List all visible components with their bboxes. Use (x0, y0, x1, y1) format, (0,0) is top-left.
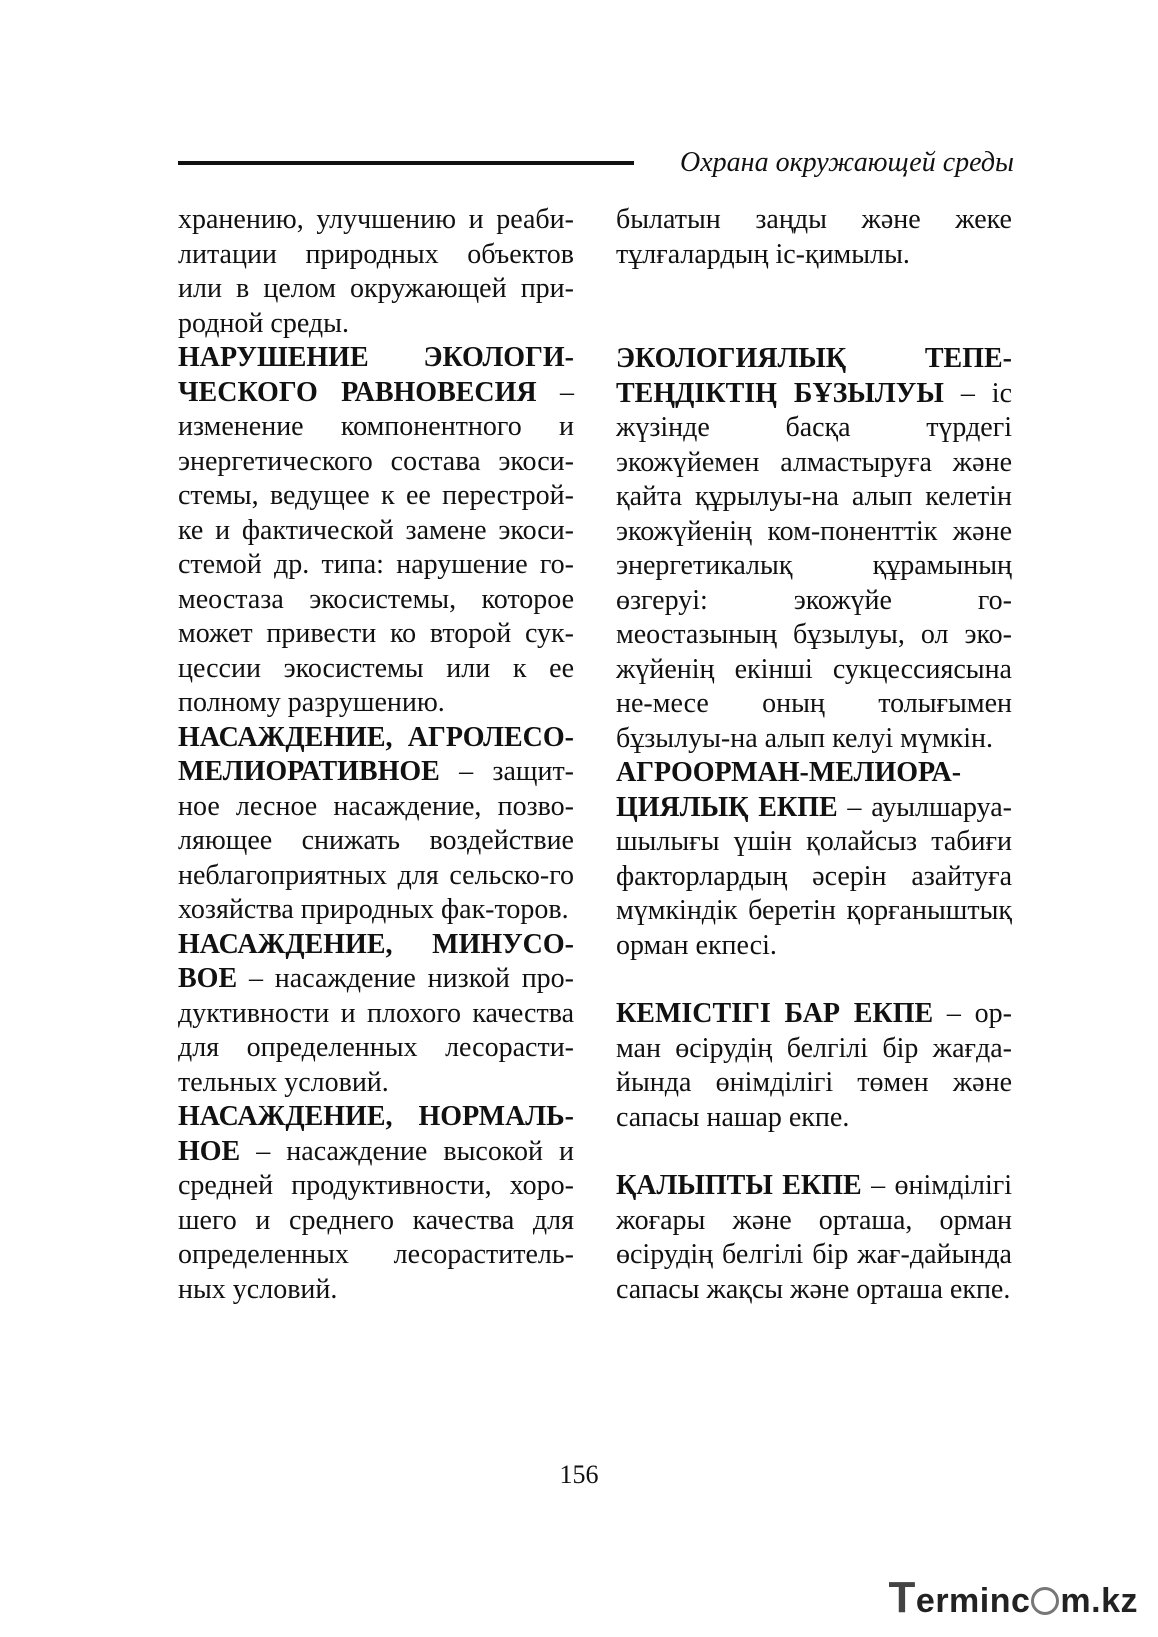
entry-text: – насаждение низкой про-дуктивности и плохого качества для определенных лесорасти-тельных условий. (178, 963, 574, 1098)
entry-text: – іс жүзінде басқа түрдегі экожүйемен алмастыруға және қайта құрылуы-на алып келетін экожүйенің ком-поненттік және энергетикалық құрамының өзгеруі: экожүйе го-меостазының бұзылуы, ол эко-жүйенің екінші сукцессиясына не-месе оның толығымен бұзылуы-на алып келуі мүмкін. (616, 377, 1012, 754)
entry-text: – защит-ное лесное насаждение, позво-ляющее снижать воздействие неблагоприятных для сельско-го хозяйства природных фак-торов. (178, 756, 574, 925)
entry-ecological-imbalance-kz (616, 342, 1012, 756)
entry-term: АГРООРМАН-МЕЛИОРА-ЦИЯЛЫҚ ЕКПЕ (616, 757, 962, 823)
entry-minus-planting-kz (616, 997, 1012, 1135)
page-number: 156 (559, 1460, 599, 1489)
entry-agroforestry-planting-kz (616, 756, 1012, 963)
watermark-text: m.kz (1060, 1582, 1138, 1620)
watermark-letter: T (888, 1573, 916, 1622)
entry-text: былатын заңды және жеке тұлғалардың іс-қимылы. (616, 204, 1012, 270)
entry-text: – ор-ман өсірудің белгілі бір жағда-йында өнімділігі төмен және сапасы нашар екпе. (616, 998, 1012, 1133)
entry-term: НАСАЖДЕНИЕ, АГРОЛЕСО-МЕЛИОРАТИВНОЕ (178, 721, 574, 787)
entry-minus-planting (178, 928, 574, 1101)
header-rule (178, 161, 634, 165)
entry-text: – ауылшаруа-шылығы үшін қолайсыз табиғи факторлардың әсерін азайтуға мүмкіндік беретін қорғаныштық орман екпесі. (616, 791, 1013, 961)
magnifier-icon (1031, 1587, 1059, 1615)
entry-ecological-imbalance (178, 341, 574, 721)
entry-term: НАСАЖДЕНИЕ, НОРМАЛЬ-НОЕ (178, 1101, 574, 1167)
entry-normal-planting (178, 1100, 574, 1307)
running-header-title: Охрана окружающей среды (680, 147, 1014, 178)
watermark-text: erminc (915, 1582, 1031, 1620)
right-column (616, 203, 1012, 1307)
entry-text: – насаждение высокой и средней продуктивности, хоро-шего и среднего качества для определенных лесораститель-ных условий. (178, 1135, 574, 1305)
termincom-watermark-logo (889, 1573, 1138, 1623)
entry-term: ЭКОЛОГИЯЛЫҚ ТЕПЕ-ТЕҢДІКТІҢ БҰЗЫЛУЫ (616, 343, 1012, 409)
left-column (178, 203, 574, 1307)
entry-text: – өнімділігі жоғары және орташа, орман өсірудің белгілі бір жағ-дайында сапасы жақсы және орташа екпе. (616, 1170, 1012, 1305)
entry-text: – изменение компонентного и энергетического состава экоси-стемы, ведущее к ее перестрой-ке и фактической замене экоси-стемой др. типа: нарушение го-меостаза экосистемы, которое может привести ко второй сук-цессии экосистемы или к ее полному разрушению. (178, 376, 574, 718)
entry-term: КЕМІСТІГІ БАР ЕКПЕ (616, 998, 934, 1029)
entry-term: НАРУШЕНИЕ ЭКОЛОГИ-ЧЕСКОГО РАВНОВЕСИЯ (178, 342, 574, 408)
entry-continuation (178, 203, 574, 341)
entry-term: НАСАЖДЕНИЕ, МИНУСО-ВОЕ (178, 928, 574, 994)
entry-continuation-kz (616, 203, 1012, 272)
entry-term: ҚАЛЫПТЫ ЕКПЕ (616, 1170, 862, 1201)
entry-normal-planting-kz (616, 1169, 1012, 1307)
entry-text: хранению, улучшению и реаби-литации природных объектов или в целом окружающей при-родной среды. (178, 204, 574, 339)
entry-agroforestry-planting (178, 721, 574, 928)
